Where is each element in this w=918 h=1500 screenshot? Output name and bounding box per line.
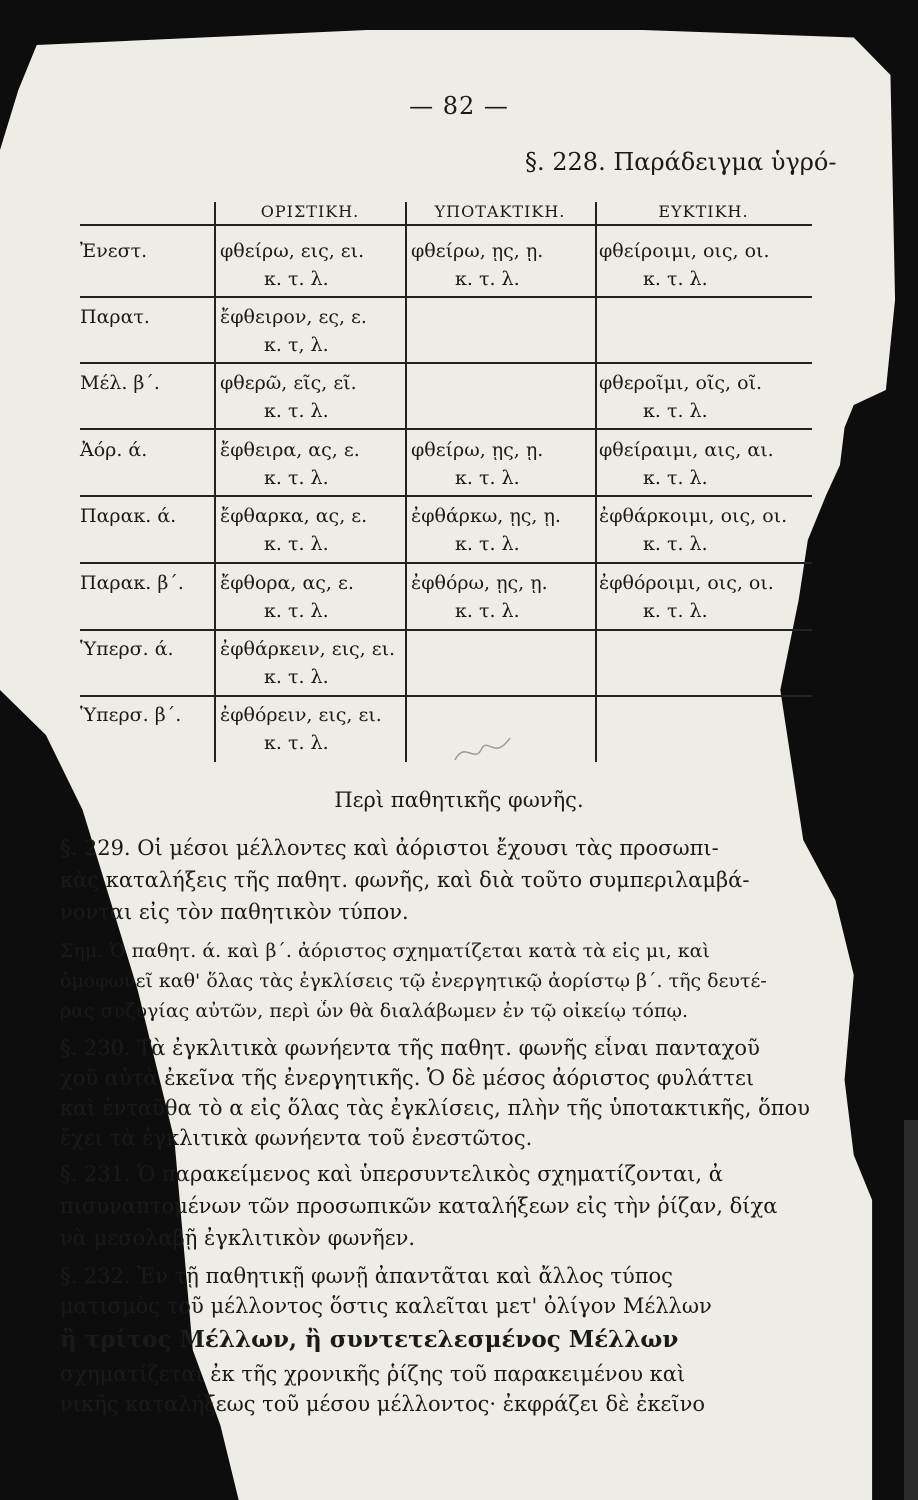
rule-vertical-1 <box>214 202 216 762</box>
cell-indicative: ἔφθειρα, ας, ε. κ. τ. λ. <box>220 439 360 489</box>
row-label: Παρακ. β΄. <box>80 572 184 594</box>
text-line: ματισμὸς τοῦ μέλλοντος ὅστις καλεῖται μετ' ὀλίγον Μέλλων <box>60 1294 712 1318</box>
row-label: Ὑπερσ. ά. <box>80 638 174 660</box>
cell-subjunctive: φθείρω, ῃς, ῃ. κ. τ. λ. <box>411 439 544 489</box>
text-line: ἔχει τὰ ἐγκλιτικὰ φωνήεντα τοῦ ἐνεστῶτος. <box>60 1126 533 1150</box>
row-label: Παρακ. ά. <box>80 505 177 527</box>
text-line: §. 232. Ἐν τῇ παθητικῇ φωνῇ ἀπαντᾶται καὶ ἄλλος τύπος <box>60 1264 673 1288</box>
text-line: §. 229. Οἱ μέσοι μέλλοντες καὶ ἀόριστοι ἔχουσι τὰς προσωπι- <box>60 836 719 860</box>
rule-row-5 <box>80 562 812 564</box>
row-label: Παρατ. <box>80 306 150 328</box>
cell-indicative: φθείρω, εις, ει. κ. τ. λ. <box>220 240 365 290</box>
text-line: καὶ ἐνταῦθα τὸ α εἰς ὅλας τὰς ἐγκλίσεις, πλὴν τῆς ὑποτακτικῆς, ὅπου <box>60 1096 810 1120</box>
row-label: Ὑπερσ. β΄. <box>80 704 182 726</box>
pencil-scribble <box>450 730 530 770</box>
text-line: Σημ. Ὁ παθητ. ά. καὶ β΄. ἀόριστος σχηματίζεται κατὰ τὰ εἰς μι, καὶ <box>60 940 710 962</box>
rule-vertical-2 <box>405 202 407 762</box>
cell-indicative: ἔφθειρον, ες, ε. κ. τ, λ. <box>220 306 367 356</box>
text-line: κὰς καταλήξεις τῆς παθητ. φωνῆς, καὶ διὰ τοῦτο συμπεριλαμβά- <box>60 868 750 892</box>
row-label: Μέλ. β΄. <box>80 372 160 394</box>
cell-optative: φθεροῖμι, οῖς, οῖ. κ. τ. λ. <box>599 372 763 422</box>
cell-indicative: ἐφθόρειν, εις, ει. κ. τ. λ. <box>220 704 382 754</box>
rule-row-1 <box>80 296 812 298</box>
header-optative: ΕΥΚΤΙΚΗ. <box>658 202 749 221</box>
rule-row-4 <box>80 495 812 497</box>
text-line: χοῦ αὐτὰ ἐκεῖνα τῆς ἐνεργητικῆς. Ὁ δὲ μέσος ἀόριστος φυλάττει <box>60 1066 755 1090</box>
cell-optative: ἐφθόροιμι, οις, οι. κ. τ. λ. <box>599 572 774 622</box>
header-subjunctive: ΥΠΟΤΑΚΤΙΚΗ. <box>434 202 566 221</box>
cell-optative: ἐφθάρκοιμι, οις, οι. κ. τ. λ. <box>599 505 788 555</box>
text-line: ὁμοφωνεῖ καθ' ὅλας τὰς ἐγκλίσεις τῷ ἐνεργητικῷ ἀορίστῳ β΄. τῆς δευτέ- <box>60 970 767 992</box>
text-line: §. 231. Ὁ παρακείμενος καὶ ὑπερσυντελικὸς σχηματίζονται, ἀ <box>60 1162 723 1186</box>
rule-row-7 <box>80 695 812 697</box>
rule-header <box>80 224 812 226</box>
cell-indicative: ἔφθορα, ας, ε. κ. τ. λ. <box>220 572 354 622</box>
cell-indicative: ἔφθαρκα, ας, ε. κ. τ. λ. <box>220 505 368 555</box>
row-label: Ἐνεστ. <box>80 240 148 262</box>
text-line: νονται εἰς τὸν παθητικὸν τύπον. <box>60 900 409 924</box>
cell-optative: φθείραιμι, αις, αι. κ. τ. λ. <box>599 439 774 489</box>
text-line: §. 230. Τὰ ἐγκλιτικὰ φωνήεντα τῆς παθητ. φωνῆς εἶναι πανταχοῦ <box>60 1036 760 1060</box>
text-line: νικῆς καταλήξεως τοῦ μέσου μέλλοντος· ἐκφράζει δὲ ἐκεῖνο <box>60 1392 706 1416</box>
rule-row-6 <box>80 629 812 631</box>
text-line: πισυναπτομένων τῶν προσωπικῶν καταλήξεων εἰς τὴν ῥίζαν, δίχα <box>60 1194 778 1218</box>
text-line: ἢ τρίτος Μέλλων, ἢ συντετελεσμένος Μέλλων <box>60 1326 679 1353</box>
rule-row-2 <box>80 362 812 364</box>
text-line: ρας συζυγίας αὐτῶν, περὶ ὧν θὰ διαλάβωμεν ἐν τῷ οἰκείῳ τόπῳ. <box>60 1000 689 1022</box>
rule-row-3 <box>80 428 812 430</box>
row-label: Ἀόρ. ά. <box>80 439 148 461</box>
section-heading: §. 228. Παράδειγμα ὑγρό- <box>525 148 837 176</box>
cell-indicative: φθερῶ, εῖς, εῖ. κ. τ. λ. <box>220 372 357 422</box>
page-number: — 82 — <box>409 92 509 120</box>
cell-subjunctive: ἐφθόρω, ῃς, ῃ. κ. τ. λ. <box>411 572 548 622</box>
cell-optative: φθείροιμι, οις, οι. κ. τ. λ. <box>599 240 770 290</box>
paradigm-table <box>80 202 812 762</box>
text-line: σχηματίζεται ἐκ τῆς χρονικῆς ῥίζης τοῦ παρακειμένου καὶ <box>60 1362 686 1386</box>
next-page-edge <box>904 1120 918 1500</box>
header-indicative: ΟΡΙΣΤΙΚΗ. <box>260 202 360 221</box>
cell-subjunctive: φθείρω, ῃς, ῃ. κ. τ. λ. <box>411 240 544 290</box>
cell-indicative: ἐφθάρκειν, εις, ει. κ. τ. λ. <box>220 638 396 688</box>
text-line: νὰ μεσολαβῇ ἐγκλιτικὸν φωνῆεν. <box>60 1226 416 1250</box>
rule-vertical-3 <box>595 202 597 762</box>
cell-subjunctive: ἐφθάρκω, ῃς, ῃ. κ. τ. λ. <box>411 505 561 555</box>
passive-voice-heading: Περὶ παθητικῆς φωνῆς. <box>334 788 584 812</box>
